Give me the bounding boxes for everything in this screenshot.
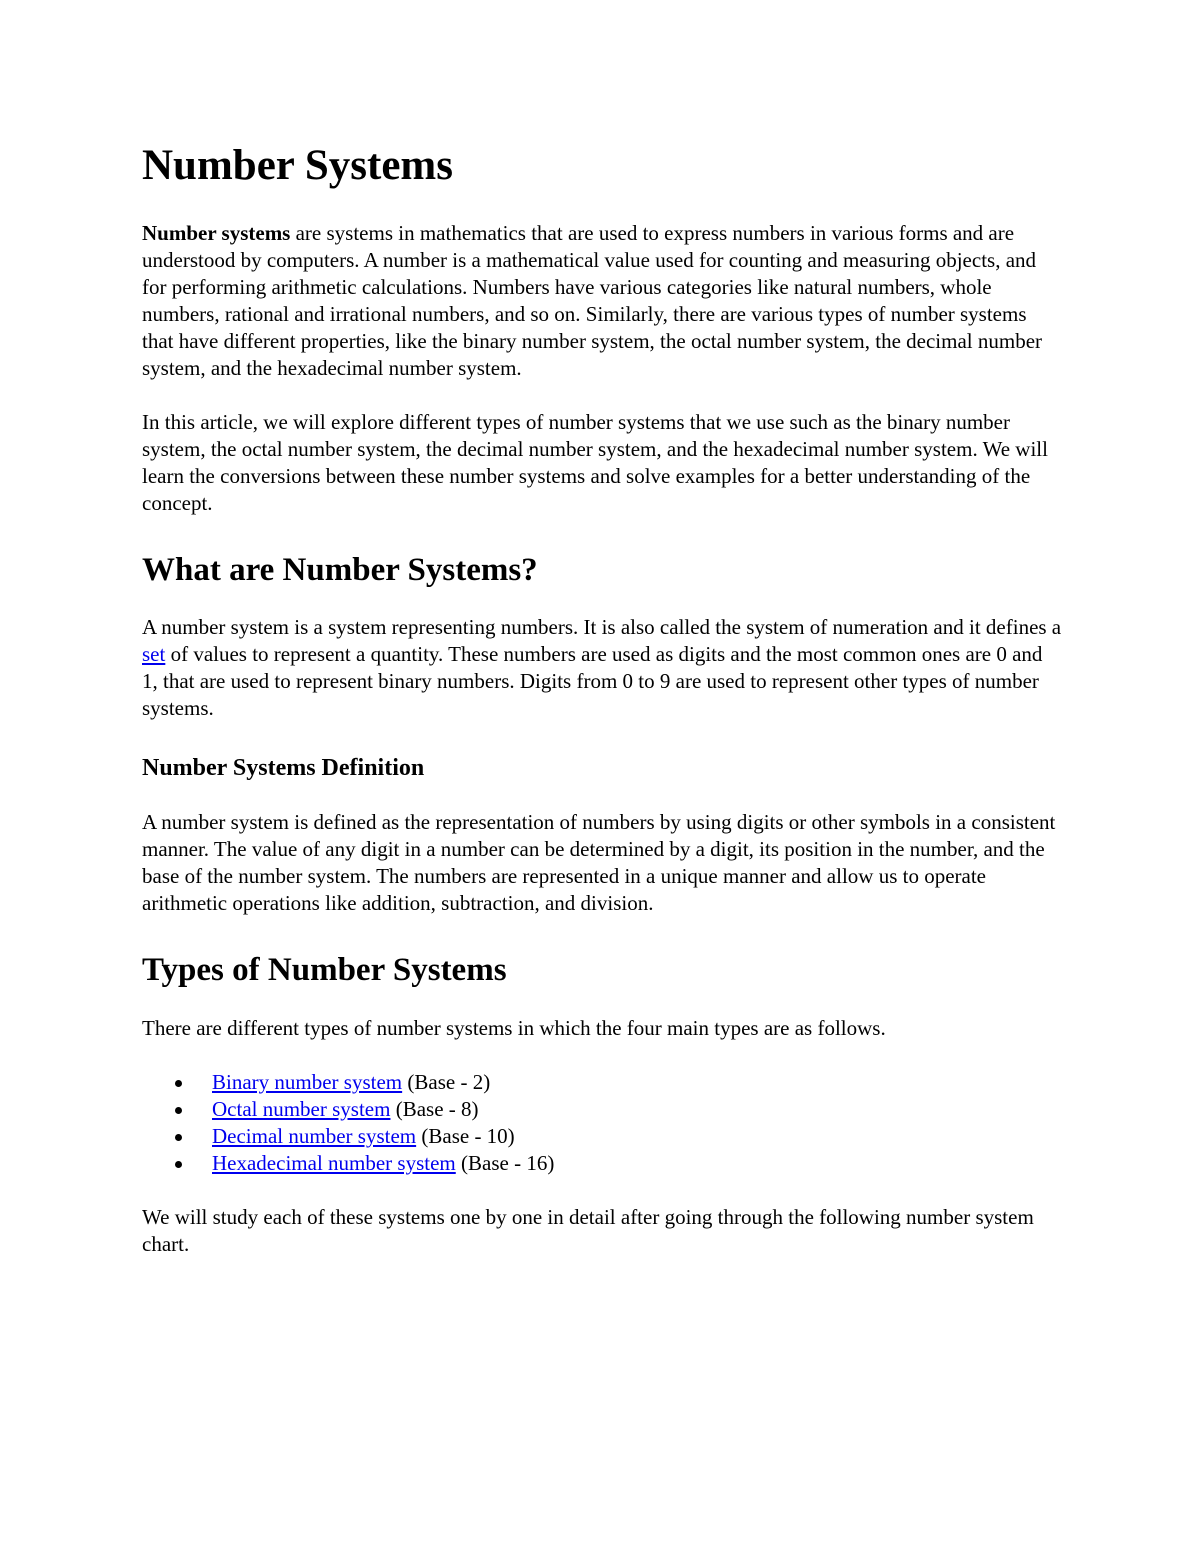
bullet-icon	[175, 1161, 182, 1168]
list-item-base: (Base - 10)	[416, 1123, 515, 1148]
intro-text: are systems in mathematics that are used to express numbers in various forms and are understood by computers. A number is a mathematical value used for counting and measuring objects, and for performing arithmetic calculations. Numbers have various categories like natural numbers, whole numbers, rational and irrational numbers, and so on. Similarly, there are various types of number systems that have different properties, like the binary number system, the octal number system, the decimal number system, and the hexadecimal number system.	[142, 220, 1043, 380]
bullet-icon	[175, 1080, 182, 1087]
list-item-base: (Base - 8)	[390, 1096, 479, 1121]
intro-paragraph-2: In this article, we will explore different types of number systems that we use such as the binary number system, the octal number system, the decimal number system, and the hexadecimal number system. We will learn the conversions between these number systems and solve examples for a better understanding of the concept.	[142, 409, 1048, 515]
definition-paragraph: A number system is defined as the representation of numbers by using digits or other symbols in a consistent manner. The value of any digit in a number can be determined by a digit, its position in the number, and the base of the number system. The numbers are represented in a unique manner and allow us to operate arithmetic operations like addition, subtraction, and division.	[142, 809, 1056, 915]
document-page	[142, 140, 1062, 1285]
heading-types-of-number-systems: Types of Number Systems	[142, 951, 507, 988]
intro-bold-term: Number systems	[142, 220, 291, 245]
list-item	[142, 1123, 1062, 1150]
set-link[interactable]: set	[142, 642, 166, 667]
heading-number-systems-definition: Number Systems Definition	[142, 755, 425, 782]
list-item	[142, 1096, 1062, 1123]
types-list	[142, 1069, 1062, 1177]
decimal-number-system-link[interactable]: Decimal number system	[212, 1123, 417, 1148]
intro-paragraph	[142, 220, 1062, 382]
bullet-icon	[175, 1134, 182, 1141]
list-item-base: (Base - 16)	[455, 1150, 555, 1175]
hexadecimal-number-system-link[interactable]: Hexadecimal number system	[212, 1150, 456, 1175]
types-outro-paragraph: We will study each of these systems one by one in detail after going through the following number system chart.	[142, 1204, 1034, 1256]
binary-number-system-link[interactable]: Binary number system	[212, 1069, 403, 1094]
what-text-after-link: of values to represent a quantity. These numbers are used as digits and the most common ones are 0 and 1, that are used to represent binary numbers. Digits from 0 to 9 are used to represent other types of number systems.	[142, 642, 1043, 721]
bullet-icon	[175, 1107, 182, 1114]
what-paragraph	[142, 614, 1062, 722]
page-title: Number Systems	[142, 142, 453, 189]
heading-what-are-number-systems: What are Number Systems?	[142, 551, 538, 588]
what-text-before-link: A number system is a system representing numbers. It is also called the system of numeration and it defines a	[142, 615, 1062, 640]
list-item	[142, 1069, 1062, 1096]
types-intro-paragraph: There are different types of number systems in which the four main types are as follows.	[142, 1015, 886, 1040]
octal-number-system-link[interactable]: Octal number system	[212, 1096, 391, 1121]
list-item	[142, 1150, 1062, 1177]
list-item-base: (Base - 2)	[402, 1069, 491, 1094]
